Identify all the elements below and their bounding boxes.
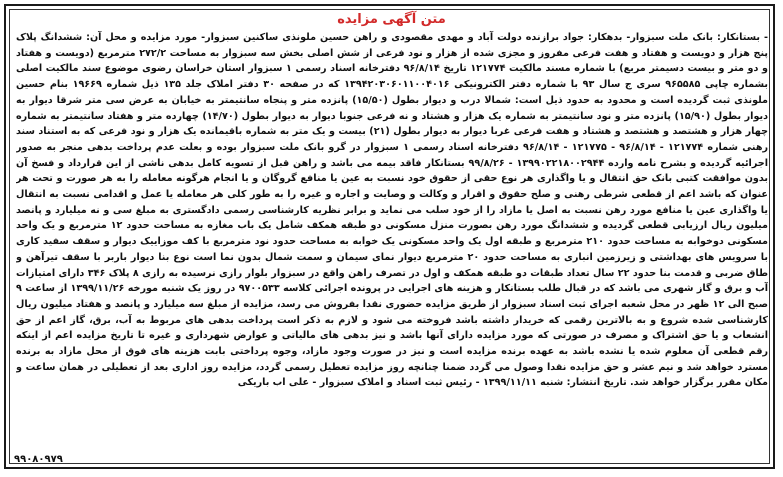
notice-body: - بستانکار: بانک ملت سبزوار- بدهکار: جواد برازنده دولت آباد و مهدی مقصودی و راهن حسین ملونذی ساکنین سبزوار- مورد مزایده و محل آن: ششدانگ پلاک پنج هزار و دویست و هفتاد و هفت فرعی مفروز و مجزی شده از هزار و نود فرعی از شش اصلی بخش سه سبزوار به مساحت ۲۷۲/۲ مترمربع (دویست و هفتاد و دو متر و بیست دسیمتر مربع) با شماره مسند مالکیت ۱۲۱۷۷۴ تاریخ ۹۶/۸/۱۴ دفترخانه اسناد رسمی ۱ سبزوار استان خراسان رضوی موضوع سند مالکیت اصلی بشماره چاپی ۹۶۵۵۸۵ سری ج سال ۹۳ با شماره دفتر الکترونیکی ۱۳۹۴۲۰۳۰۶۰۱۱۰۰۴۰۱۶ که در صفحه ۳۰ دفتر املاک جلد ۱۳۵ ذیل شماره ۱۹۶۶۹ بنام حسین ملونذی ثبت گردیده است و محدود به حدود ذیل است: شمالا درب و دیوار بطول (۱۵/۵۰) پانزده متر و پنجاه سانتیمتر به خیابان به عرض سی متر شرقا دیوار به دیوار بطول (۱۵/۹۰) پانزده متر و نود سانتیمتر به شماره یک هزار و هشتاد و نه فرعی جنوبا دیوار به دیوار بطول (۱۴/۷۰) چهارده متر و هفتاد سانتیمتر به شماره چهار هزار و هشتصد و هشتصد و هشتاد و هفت فرعی غربا دیوار به دیوار بطول (۲۱) بیست و یک متر به شماره باقیمانده یک هزار و نود فرعی که به استناد سند رهنی شماره ۱۲۱۷۷۴ - ۹۶/۸/۱۴ - ۱۲۱۷۷۵ - ۹۶/۸/۱۴ دفترخانه اسناد رسمی ۱ سبزوار در گرو بانک ملت سبزوار بوده و بعلت عدم پرداخت بدهی منجر به صدور اجرائیه گردیده و بشرح نامه وارده ۱۳۹۹۰۲۲۱۸۰۰۲۹۴۴ - ۹۹/۸/۲۶ بستانکار فاقد بیمه می باشد و راهن قبل از تسویه کامل بدهی ناشی از این قرارداد و فسخ آن بدون موافقت کتبی بانک حق انتقال و یا واگذاری هر نوع حقی از حقوق خود نسبت به عین یا منافع گروگان و یا انجام هرگونه معامله را به هر صورت و تحت هر عنوان که باشد اعم از قطعی شرطی رهنی و صلح حقوق و اقرار و وکالت و وصایت و اجاره و غیره را به طور کلی هر معامله یا عمل و اقدامی نسبت به انتقال یا واگذاری عین یا منافع مورد رهن نسبت به اصل یا مازاد را از خود سلب می نماید و برابر نظریه کارشناسی رسمی دادگستری به مبلغ سی و نه میلیارد و پانصد میلیون ریال ارزیابی قطعی گردیده و ششدانگ مورد رهن بصورت منزل مسکونی دو طبقه همکف شامل یک باب مغازه به مساحت حدود ۱۲ مترمربع و یک واحد مسکونی دوخوابه به مساحت حدود ۲۱۰ مترمربع و طبقه اول یک واحد مسکونی یک خوابه به مساحت حدود نود مترمربع با کف موزاییک دیوار و سقف سفید کاری با سرویس های بهداشتی و زیرزمین انباری به مساحت حدود ۲۰ مترمربع دیوار نمای سیمان و سمت شمال بدون نما است نوع بنا دیوار باربر با سقف تیرآهن و طاق ضربی و قدمت بنا حدود ۲۲ سال تعداد طبقات دو طبقه همکف و اول در تصرف راهن واقع در سبزوار بلوار رازی نرسیده به رازی ۸ پلاک ۳۴۶ دارای امتیازات آب و برق و گاز شهری می باشد که در قبال طلب بستانکار و هزینه های اجرایی در پرونده اجرائی کلاسه ۹۷۰۰۵۳۳ در روز یک شنبه مورخه ۱۳۹۹/۱۱/۲۶ از ساعت ۹ صبح الی ۱۲ ظهر در محل شعبه اجرای ثبت اسناد سبزوار از طریق مزایده حضوری نقدا بفروش می رسد، مزایده از مبلغ سه میلیارد و پانصد و هفتاد میلیون ریال کارشناسی شده شروع و به بالاترین رقمی که خریدار داشته باشد فروخته می شود و لازم به ذکر است پرداخت بدهی های مربوط به آب، برق، گاز اعم از حق انشعاب و یا حق اشتراک و مصرف در صورتی که مورد مزایده دارای آنها باشد و نیز بدهی های مالیاتی و عوارض شهرداری و غیره تا تاریخ مزایده اعم از اینکه رقم قطعی آن معلوم شده یا نشده باشد به عهده برنده مزایده است و نیز در صورت وجود مازاد، وجوه پرداختی بابت هزینه های فوق از محل مازاد به برنده مسترد خواهد شد و نیم عشر و حق مزایده نقدا وصول می گردد ضمنا چنانچه روز مزایده تعطیل رسمی گردد، مزایده روز اداری بعد از تعطیلی در همان ساعت و مکان مقرر برگزار خواهد شد. تاریخ انتشار: شنبه ۱۳۹۹/۱۱/۱۱ - رئیس ثبت اسناد و املاک سبزوار - علی اب باریکی (16, 32, 768, 389)
notice-title: متن آگهی مزایده (337, 12, 446, 27)
notice-code: ۹۹۰۸۰۹۷۹ (14, 454, 63, 465)
